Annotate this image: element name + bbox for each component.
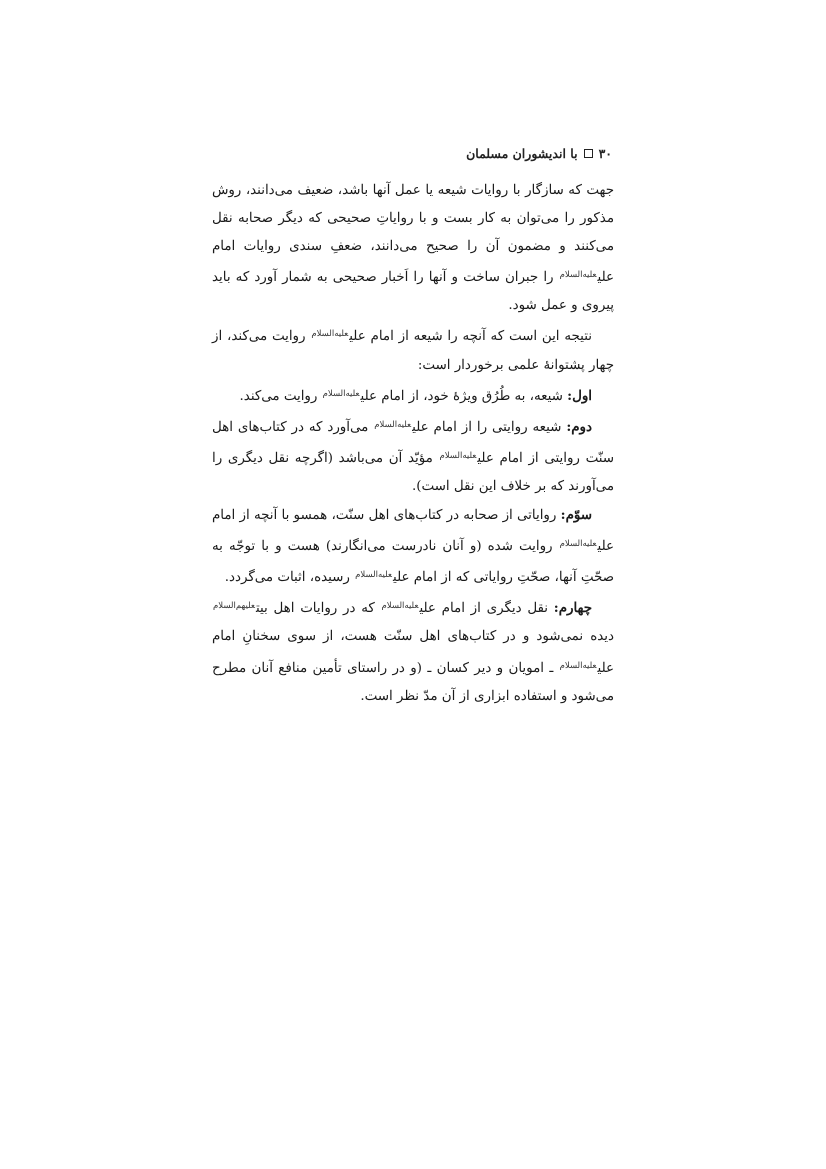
paragraph-text: مؤیّد آن می‌باشد (اگرچه نقل دیگری را می‌آورند که بر خلاف این نقل است).	[212, 450, 614, 494]
paragraph-text: ـ امویان و دیر کسان ـ (و در راستای تأمین منافع آنان مطرح می‌شود و استفاده ابزاری از آن مدّ نظر است.	[212, 660, 614, 704]
paragraph-lead-label: دوم:	[566, 418, 592, 435]
page-number: ۳۰	[598, 146, 612, 161]
paragraph-lead-label: چهارم:	[553, 600, 592, 617]
honorific-glyph: علیه‌السلام	[311, 329, 349, 340]
paragraph-text: نقل دیگری از امام علی	[419, 601, 554, 617]
paragraph-text: روایاتی از صحابه در کتاب‌های اهل سنّت، همسو با آنچه از امام علی	[212, 508, 614, 555]
paragraph-text: را جبران ساخت و آنها را اَخبار صحیحی به شمار آورد که باید پیروی و عمل شود.	[212, 270, 614, 314]
paragraph	[212, 411, 614, 501]
running-header	[466, 146, 612, 161]
paragraph	[212, 320, 614, 379]
paragraph	[212, 592, 614, 710]
paragraph-text: روایت می‌کند، از چهار پشتوانهٔ علمی برخوردار است:	[212, 329, 614, 373]
square-ornament-icon	[584, 149, 593, 158]
paragraph	[212, 501, 614, 592]
book-title: با اندیشوران مسلمان	[466, 146, 578, 161]
paragraph-lead-label: سوّم:	[560, 507, 592, 524]
paragraph-text: می‌آورد که در کتاب‌های اهل سنّت روایتی از امام علی	[212, 419, 614, 466]
honorific-glyph: علیه‌السلام	[559, 539, 597, 550]
honorific-glyph: علیه‌السلام	[322, 388, 360, 399]
honorific-glyph: علیهم‌السلام	[213, 601, 255, 612]
honorific-glyph: علیه‌السلام	[559, 270, 597, 281]
paragraph-lead-label: اول:	[567, 387, 592, 404]
paragraph-text: روایت شده (و آنان نادرست می‌انگارند) هست و با توجّه به صحّتِ آنها، صحّتِ روایاتی که از امام علی	[212, 539, 614, 586]
honorific-glyph: علیه‌السلام	[439, 450, 477, 461]
paragraph-text: که در روایات اهل بیت	[255, 601, 381, 617]
honorific-glyph: علیه‌السلام	[374, 419, 412, 430]
paragraph-text: روایت می‌کند.	[239, 388, 322, 404]
paragraph-text: شیعه، به طُرُق ویژهٔ خود، از امام علی	[360, 388, 568, 404]
paragraph-text: جهت که سازگار با روایات شیعه یا عمل آنها باشد، ضعیف می‌دانند، روش مذکور را می‌توان به کار بست و با روایاتِ صحیحی که دیگر صحابه نقل می‌کنند و مضمون آن را صحیح می‌دانند، ضعفِ سندی روایات امام علی	[212, 183, 614, 286]
honorific-glyph: علیه‌السلام	[355, 570, 393, 581]
paragraph-text: دیده نمی‌شود و در کتاب‌های اهل سنّت هست، از سوی سخنانِ امام علی	[212, 629, 614, 676]
body-text	[212, 177, 614, 711]
honorific-glyph: علیه‌السلام	[381, 601, 419, 612]
paragraph-text: رسیده، اثبات می‌گردد.	[224, 570, 355, 586]
paragraph	[212, 380, 614, 411]
paragraph-text: شیعه روایتی را از امام علی	[412, 419, 567, 435]
paragraph	[212, 177, 614, 320]
paragraph-text: نتیجه این است که آنچه را شیعه از امام علی	[349, 329, 592, 345]
honorific-glyph: علیه‌السلام	[559, 660, 597, 671]
